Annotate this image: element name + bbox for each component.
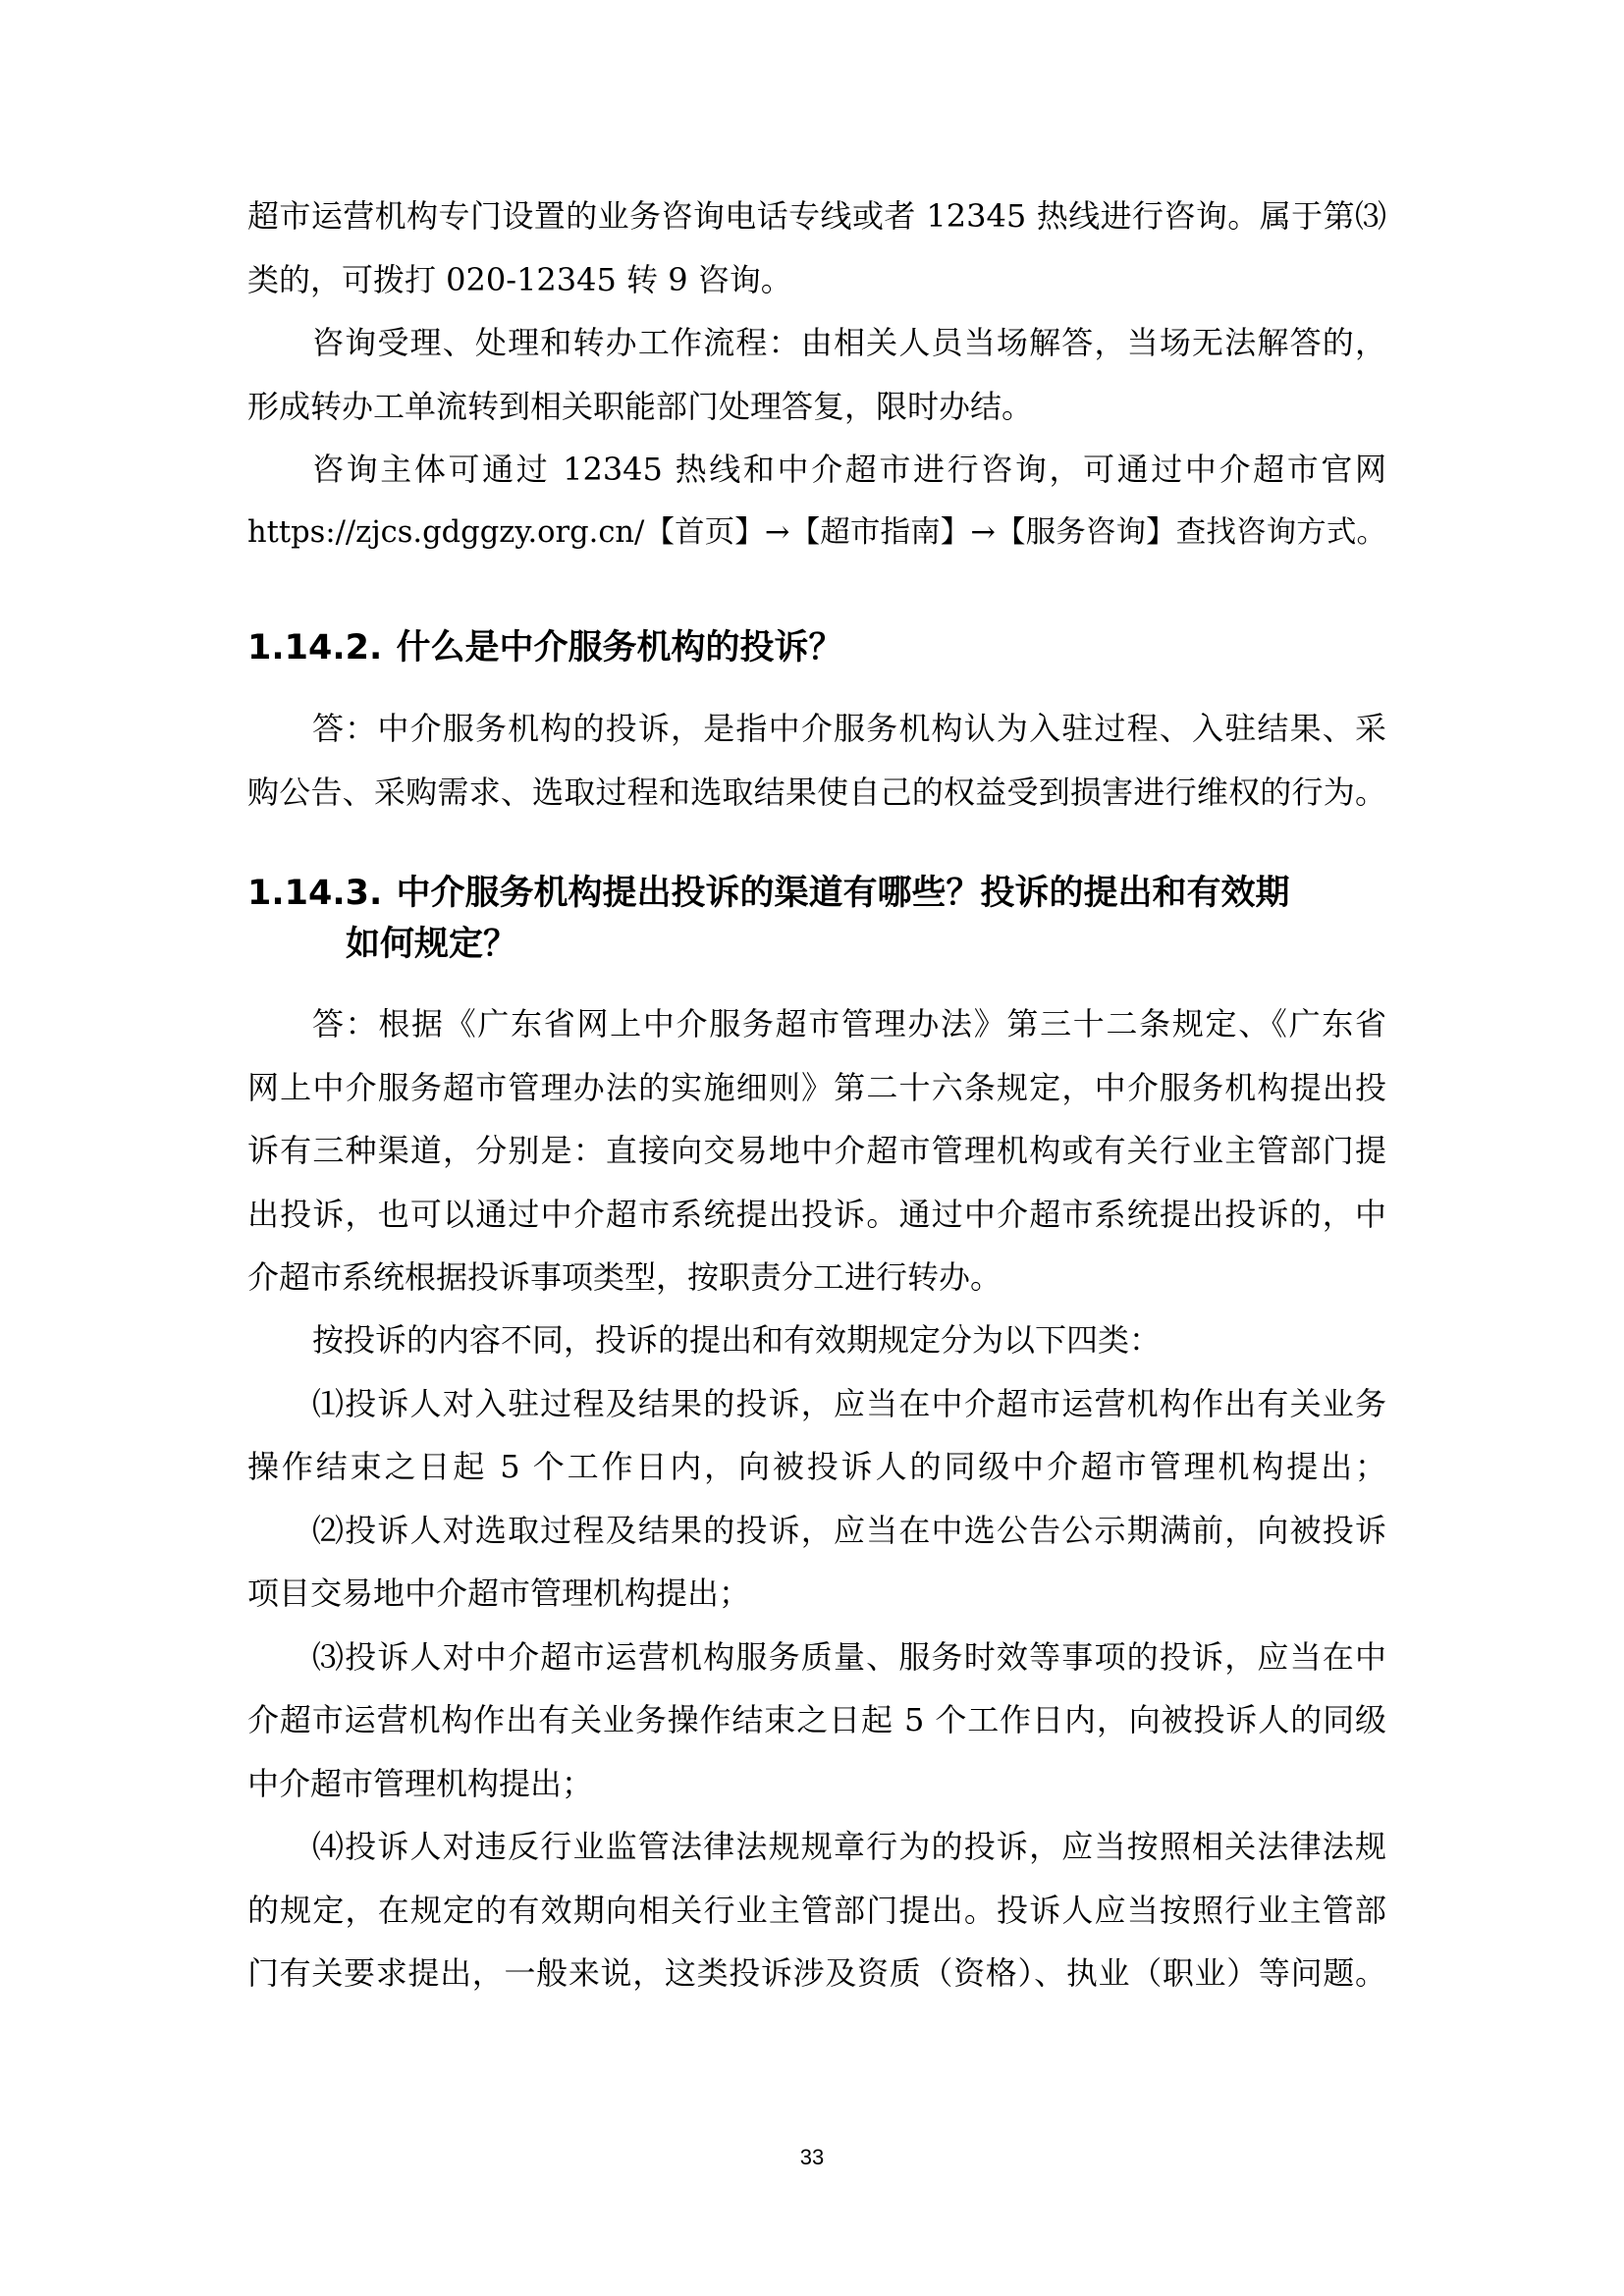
list-item-line: ⑷投诉人对违反行业监管法律法规规章行为的投诉，应当按照相关法律法规 [312,1828,1386,1865]
list-item-line: 门有关要求提出，一般来说，这类投诉涉及资质（资格）、执业（职业）等问题。 [247,1954,1386,1992]
section-heading-1-14-2 [247,620,1386,675]
paragraph-line: 按投诉的内容不同，投诉的提出和有效期规定分为以下四类： [312,1321,1162,1359]
list-item-line: ⑵投诉人对选取过程及结果的投诉，应当在中选公告公示期满前，向被投诉 [312,1512,1386,1549]
paragraph-line: 购公告、采购需求、选取过程和选取结果使自己的权益受到损害进行维权的行为。 [247,774,1386,811]
paragraph-line: 答：根据《广东省网上中介服务超市管理办法》第三十二条规定、《广东省 [312,1005,1386,1042]
list-item-line: ⑴投诉人对入驻过程及结果的投诉，应当在中介超市运营机构作出有关业务 [312,1385,1386,1422]
paragraph-line: 答：中介服务机构的投诉，是指中介服务机构认为入驻过程、入驻结果、采 [312,710,1386,747]
list-item-line: 操作结束之日起 5 个工作日内，向被投诉人的同级中介超市管理机构提出； [247,1448,1386,1485]
paragraph-line: 出投诉，也可以通过中介超市系统提出投诉。通过中介超市系统提出投诉的，中 [247,1196,1386,1233]
paragraph-line: 超市运营机构专门设置的业务咨询电话专线或者 12345 热线进行咨询。属于第⑶ [247,197,1386,235]
list-item-line: 中介超市管理机构提出； [247,1765,594,1802]
list-item-line: ⑶投诉人对中介超市运营机构服务质量、服务时效等事项的投诉，应当在中 [312,1638,1386,1676]
section-number: 1.14.2. [247,628,383,667]
paragraph-line: 类的，可拨打 020-12345 转 9 咨询。 [247,261,792,298]
paragraph-line: 咨询主体可通过 12345 热线和中介超市进行咨询，可通过中介超市官网 [312,451,1386,488]
paragraph-line: 形成转办工单流转到相关职能部门处理答复，限时办结。 [247,388,1034,425]
list-item-line: 的规定，在规定的有效期向相关行业主管部门提出。投诉人应当按照行业主管部 [247,1892,1386,1929]
paragraph-line: 网上中介服务超市管理办法的实施细则》第二十六条规定，中介服务机构提出投 [247,1069,1386,1106]
section-title: 什么是中介服务机构的投诉？ [396,628,843,667]
paragraph-line: 咨询受理、处理和转办工作流程：由相关人员当场解答，当场无法解答的， [312,324,1386,361]
paragraph-line: 诉有三种渠道，分别是：直接向交易地中介超市管理机构或有关行业主管部门提 [247,1132,1386,1169]
section-title: 中介服务机构提出投诉的渠道有哪些？投诉的提出和有效期 [396,874,1290,913]
paragraph-line: 介超市系统根据投诉事项类型，按职责分工进行转办。 [247,1258,1002,1296]
list-item-line: 项目交易地中介超市管理机构提出； [247,1575,751,1612]
section-title-continued: 如何规定？ [346,925,518,964]
list-item-line: 介超市运营机构作出有关业务操作结束之日起 5 个工作日内，向被投诉人的同级 [247,1701,1386,1738]
section-heading-1-14-3 [247,866,1386,921]
url-line: https://zjcs.gdggzy.org.cn/【首页】→【超市指南】→【服务咨询】查找咨询方式。 [247,515,1386,550]
section-number: 1.14.3. [247,874,383,913]
page-number: 33 [799,2145,825,2169]
